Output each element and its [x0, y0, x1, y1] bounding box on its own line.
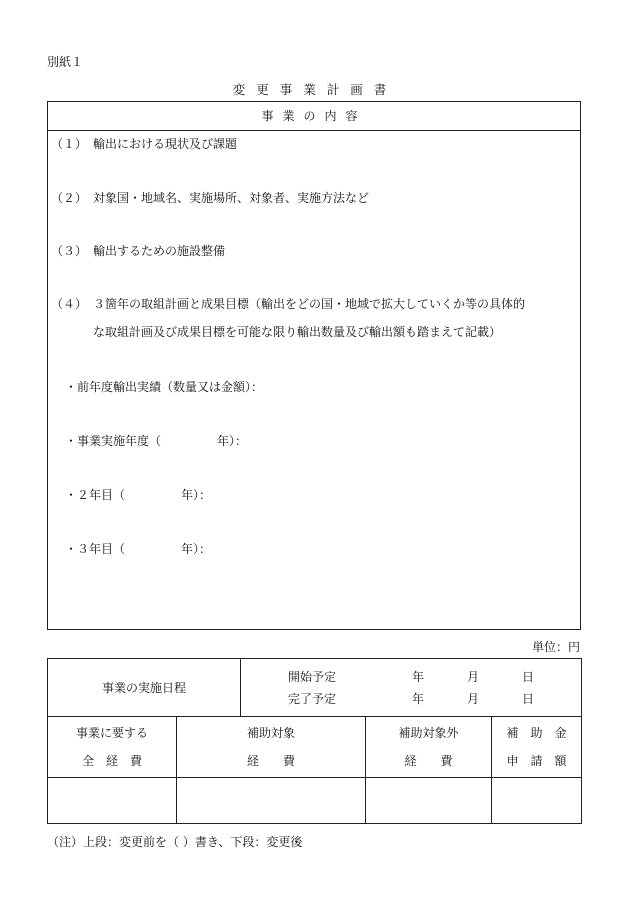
subsidized-cost-header-line1: 補助対象	[247, 726, 296, 740]
content-header: 事業の内容	[48, 102, 580, 131]
subsidized-cost-cell[interactable]	[177, 778, 366, 824]
schedule-dates	[241, 659, 582, 717]
bullet-prev-year-results: ・前年度輸出実績（数量又は金額）：	[65, 380, 264, 394]
bullet-year-2-close: 年）：	[181, 488, 212, 502]
start-label: 開始予定	[288, 669, 337, 684]
start-month-unit: 月	[467, 669, 480, 684]
end-month-unit: 月	[467, 691, 480, 706]
bullet-year-3	[65, 540, 211, 557]
schedule-row	[48, 659, 582, 717]
content-box	[47, 101, 581, 630]
bullet-year-3-close: 年）：	[181, 542, 212, 556]
item-2-number: （２）	[51, 191, 88, 205]
schedule-label: 事業の実施日程	[48, 659, 241, 717]
item-3	[51, 242, 225, 259]
subsidized-cost-header	[177, 717, 366, 778]
total-cost-header-line1: 事業に要する	[75, 726, 148, 740]
item-1-number: （１）	[51, 137, 88, 151]
item-4-text-continued: な取組計画及び成果目標を可能な限り輸出数量及び輸出額も踏まえて記載）	[93, 325, 502, 339]
item-3-text: 輸出するための施設整備	[93, 244, 226, 258]
item-4	[51, 295, 525, 312]
grant-request-header-line1: 補 助 金	[506, 726, 567, 740]
footnote: （注）上段：変更前を（ ）書き、下段：変更後	[47, 835, 303, 849]
start-day-unit: 日	[522, 669, 535, 684]
grant-request-header	[492, 717, 582, 778]
item-2-text: 対象国・地域名、実施場所、対象者、実施方法など	[93, 191, 370, 205]
bullet-year-2	[65, 486, 211, 503]
total-cost-header	[48, 717, 177, 778]
item-4-text: ３箇年の取組計画と成果目標（輸出をどの国・地域で拡大していくか等の具体的	[93, 297, 526, 311]
bullet-impl-year	[65, 432, 247, 449]
end-year-unit: 年	[412, 691, 425, 706]
start-year-unit: 年	[412, 669, 425, 684]
attachment-label: 別紙１	[47, 55, 84, 69]
item-1	[51, 135, 237, 152]
nonsubsidized-cost-cell[interactable]	[366, 778, 492, 824]
grant-request-cell[interactable]	[492, 778, 582, 824]
schedule-cost-table	[47, 658, 582, 824]
end-day-unit: 日	[522, 691, 535, 706]
nonsubsidized-cost-header	[366, 717, 492, 778]
bullet-year-2-open: ・２年目（	[65, 488, 126, 502]
nonsubsidized-cost-header-line2: 経 費	[404, 754, 453, 768]
bullet-impl-year-open: ・事業実施年度（	[65, 434, 162, 448]
item-4-number: （４）	[51, 297, 88, 311]
bullet-impl-year-close: 年）：	[217, 434, 248, 448]
item-2	[51, 189, 369, 206]
start-date-row	[241, 666, 581, 688]
nonsubsidized-cost-header-line1: 補助対象外	[398, 726, 459, 740]
total-cost-header-line2: 全 経 費	[81, 754, 142, 768]
end-label: 完了予定	[288, 691, 337, 706]
item-3-number: （３）	[51, 244, 88, 258]
unit-label: 単位：円	[531, 640, 580, 654]
grant-request-header-line2: 申 請 額	[506, 754, 567, 768]
end-date-row	[241, 688, 581, 710]
cost-value-row	[48, 778, 582, 824]
item-1-text: 輸出における現状及び課題	[93, 137, 238, 151]
total-cost-cell[interactable]	[48, 778, 177, 824]
bullet-year-3-open: ・３年目（	[65, 542, 126, 556]
document-title: 変更事業計画書	[232, 82, 398, 97]
cost-header-row	[48, 717, 582, 778]
subsidized-cost-header-line2: 経 費	[247, 754, 296, 768]
